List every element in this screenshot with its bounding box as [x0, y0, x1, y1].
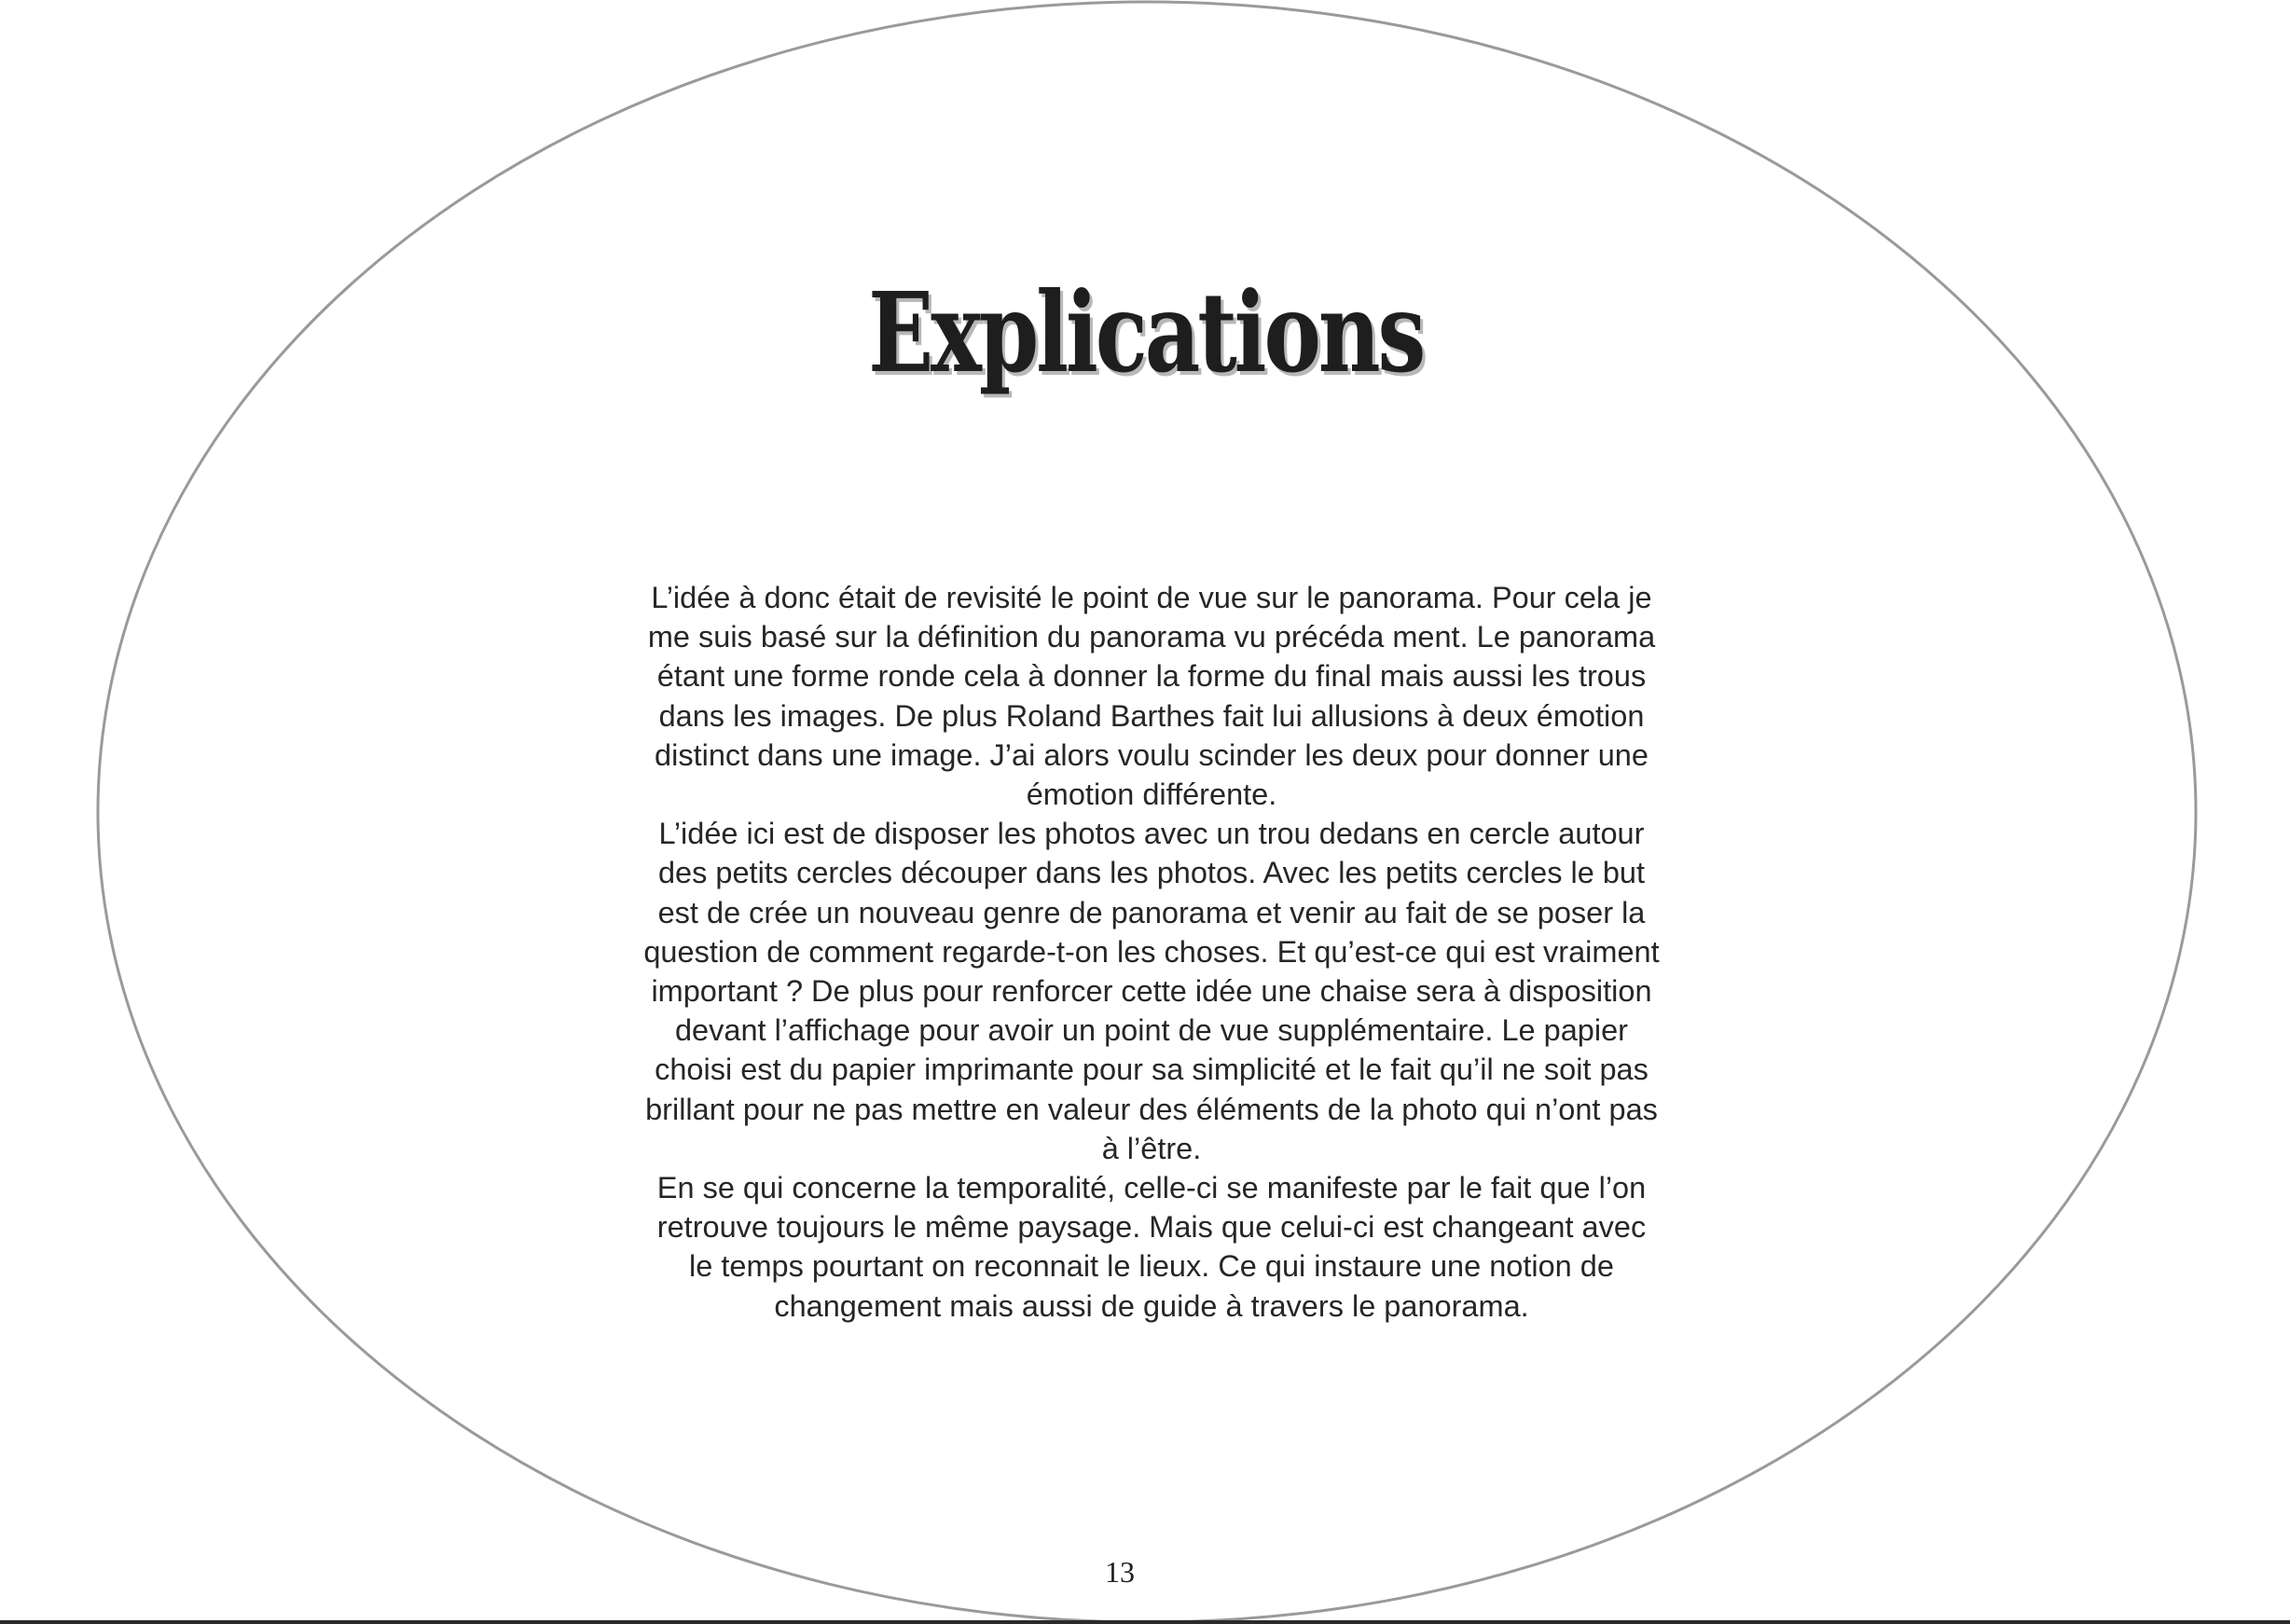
- page-title: Explications: [868, 268, 1424, 397]
- page-number: 13: [1105, 1555, 1135, 1589]
- paragraph-3: En se qui concerne la temporalité, celle-ci se manifeste par le fait que l’on retrouve toujours le même paysage. Mais que celui-ci est changeant avec le temps pourtant on reconnait le lieux. Ce qui instaure une notion de changement mais aussi de guide à travers le panorama.: [656, 1171, 1647, 1323]
- bottom-rule: [0, 1620, 2290, 1624]
- body-text: [643, 578, 1660, 1326]
- paragraph-2: L’idée ici est de disposer les photos avec un trou dedans en cercle autour des petits cercles découper dans les photos. Avec les petits cercles le but est de crée un nouveau genre de panorama et venir au fait de se poser la question de comment regarde-t-on les choses. Et qu’est-ce qui est vraiment important ? De plus pour renforcer cette idée une chaise sera à disposition devant l’affichage pour avoir un point de vue supplémentaire. Le papier choisi est du papier imprimante pour sa simplicité et le fait qu’il ne soit pas brillant pour ne pas mettre en valeur des éléments de la photo qui n’ont pas à l’être.: [643, 817, 1660, 1165]
- paragraph-1: L’idée à donc était de revisité le point de vue sur le panorama. Pour cela je me suis basé sur la définition du panorama vu précéda ment. Le panorama étant une forme ronde cela à donner la forme du final mais aussi les trous dans les images. De plus Roland Barthes fait lui allusions à deux émotion distinct dans une image. J’ai alors voulu scinder les deux pour donner une émotion différente.: [647, 581, 1656, 812]
